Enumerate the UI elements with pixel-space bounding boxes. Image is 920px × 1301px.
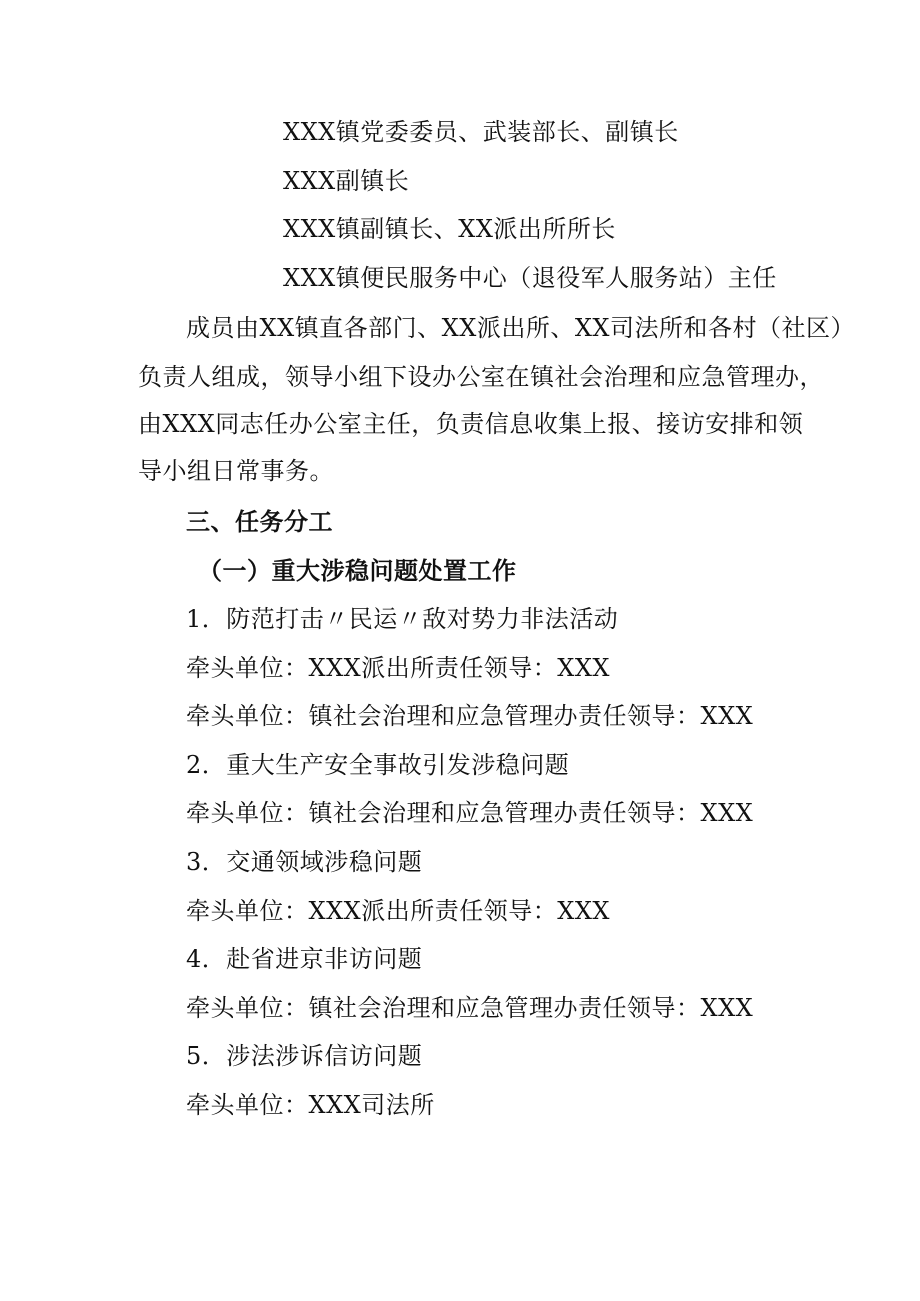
task-lead-unit: 牵头单位：XXX司法所 — [186, 1091, 435, 1119]
task-lead-unit: 牵头单位：镇社会治理和应急管理办责任领导：XXX — [186, 702, 754, 730]
composition-paragraph-line: 由XXX同志任办公室主任，负责信息收集上报、接访安排和领 — [138, 410, 804, 438]
task-title: 3．交通领域涉稳问题 — [186, 848, 423, 876]
task-title: 5．涉法涉诉信访问题 — [186, 1042, 423, 1070]
member-line: XXX镇副镇长、XX派出所所长 — [283, 215, 616, 243]
task-lead-unit: 牵头单位：镇社会治理和应急管理办责任领导：XXX — [186, 994, 754, 1022]
composition-paragraph-line: 负责人组成，领导小组下设办公室在镇社会治理和应急管理办， — [138, 363, 824, 391]
task-title: 1．防范打击〃民运〃敌对势力非法活动 — [186, 605, 619, 633]
member-line: XXX镇党委委员、武装部长、副镇长 — [283, 118, 679, 146]
member-line: XXX镇便民服务中心（退役军人服务站）主任 — [283, 264, 777, 292]
composition-paragraph-line: 导小组日常事务。 — [138, 457, 334, 485]
task-lead-unit: 牵头单位：XXX派出所责任领导：XXX — [186, 654, 611, 682]
composition-paragraph-line: 成员由XX镇直各部门、XX派出所、XX司法所和各村（社区） — [186, 314, 856, 342]
member-line: XXX副镇长 — [283, 167, 410, 195]
task-lead-unit: 牵头单位：XXX派出所责任领导：XXX — [186, 897, 611, 925]
task-title: 2．重大生产安全事故引发涉稳问题 — [186, 751, 570, 779]
section-heading: 三、任务分工 — [186, 507, 333, 536]
task-lead-unit: 牵头单位：镇社会治理和应急管理办责任领导：XXX — [186, 799, 754, 827]
task-title: 4．赴省进京非访问题 — [186, 945, 423, 973]
subsection-heading: （一）重大涉稳问题处置工作 — [198, 556, 517, 585]
